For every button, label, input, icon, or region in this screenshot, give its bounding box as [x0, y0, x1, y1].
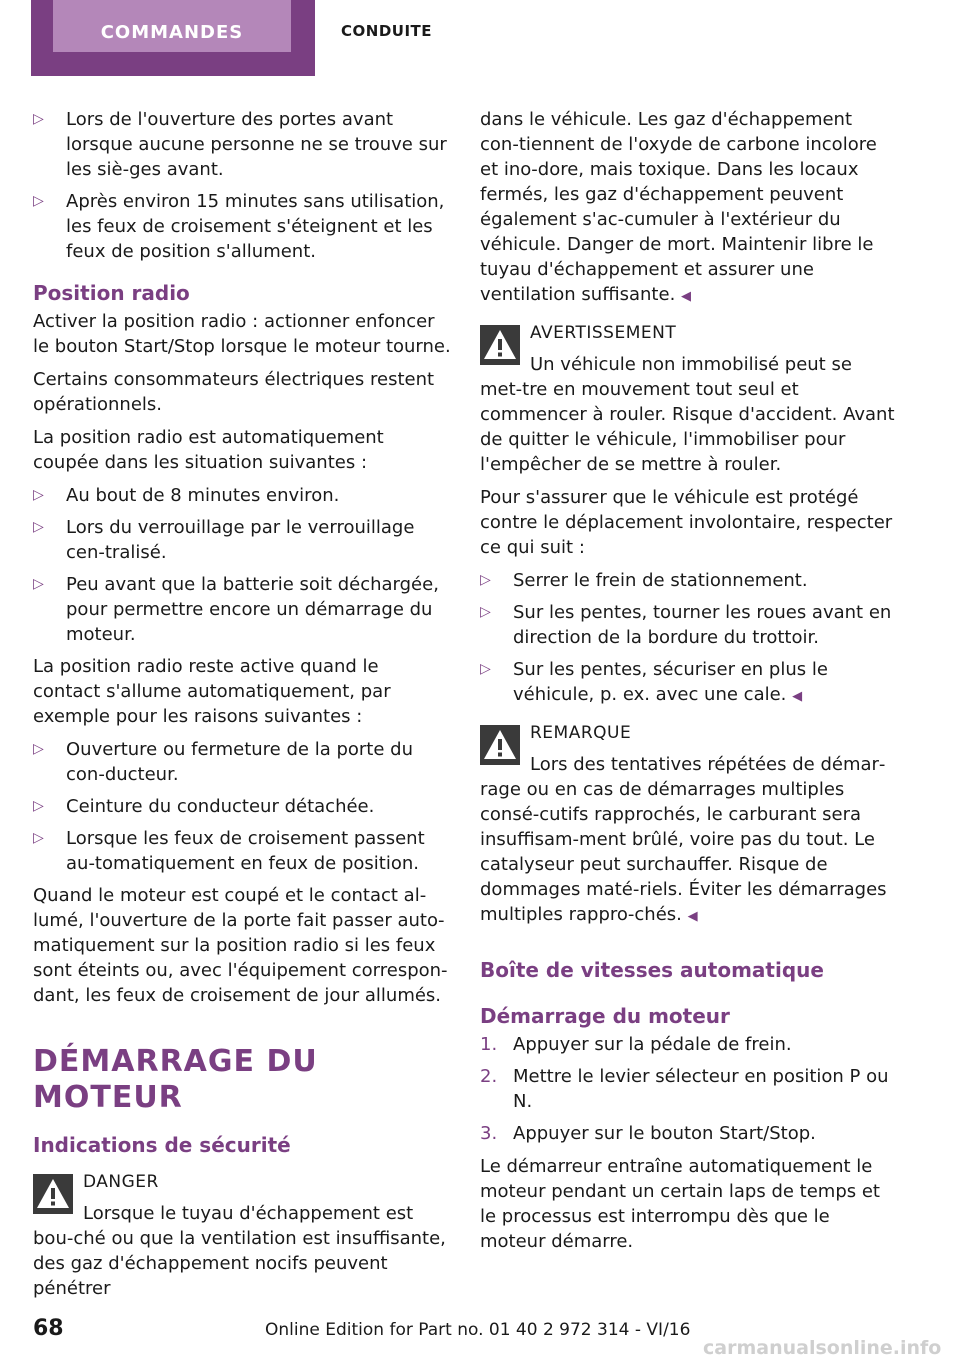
avertissement-title: AVERTISSEMENT — [530, 323, 677, 343]
heading-indications-securite: Indications de sécurité — [33, 1133, 291, 1157]
list-item — [33, 189, 451, 264]
list-item-text: Sur les pentes, sécuriser en plus le véhicule, p. ex. avec une cale. — [513, 659, 828, 705]
list-item — [480, 600, 895, 650]
tab-commandes-label: COMMANDES — [53, 0, 291, 52]
bullet-icon: ▷ — [33, 576, 44, 592]
paragraph: La position radio reste active quand le contact s'allume automatiquement, par exemple pour les raisons suivantes : — [33, 656, 391, 727]
list-item-text: Sur les pentes, tourner les roues avant en direction de la bordure du trottoir. — [513, 602, 892, 648]
list-item-text: Lorsque les feux de croisement passent au‐tomatiquement en feux de position. — [66, 828, 425, 874]
list-item-text: Lors du verrouillage par le verrouillage cen‐tralisé. — [66, 517, 415, 563]
end-mark-icon: ◀ — [792, 689, 803, 704]
list-item-text: Mettre le levier sélecteur en position P ou N. — [513, 1066, 889, 1112]
danger-text: Lorsque le tuyau d'échappement est bou‐ché ou que la ventilation est insuffisante, des gaz d'échappement nocifs peuvent pénétrer — [33, 1203, 446, 1299]
danger-title: DANGER — [83, 1172, 159, 1192]
paragraph: dans le véhicule. Les gaz d'échappement con‐tiennent de l'oxyde de carbone incolore et ino‐dore, mais toxique. Dans les locaux fermés, les gaz d'échappement peuvent également s'ac‐cumuler à l'extérieur du véhicule. Danger de mort. Maintenir libre le tuyau d'échappement et assurer une ventilation suffisante. ◀ — [480, 109, 877, 305]
section-tabs — [31, 0, 471, 76]
list-item-text: Appuyer sur le bouton Start/Stop. — [513, 1123, 816, 1144]
paragraph: Quand le moteur est coupé et le contact al‐lumé, l'ouverture de la porte fait passer auto‐matiquement sur la position radio si les feux sont éteints ou, avec l'équipement correspon‐dant, les feux de croisement de jour allumés. — [33, 885, 448, 1006]
list-item — [33, 572, 451, 647]
remarque-title: REMARQUE — [530, 723, 632, 743]
danger-notice — [33, 1170, 451, 1301]
list-item — [480, 1032, 895, 1057]
avertissement-notice — [480, 321, 895, 477]
list-item — [33, 483, 451, 508]
paragraph: Activer la position radio : actionner enfoncer le bouton Start/Stop lorsque le moteur tourne. — [33, 311, 451, 357]
list-item-text: Serrer le frein de stationnement. — [513, 570, 808, 591]
heading-demarrage-moteur: DÉMARRAGE DU MOTEUR — [33, 1044, 318, 1115]
list-item — [480, 568, 895, 593]
left-column — [33, 107, 451, 1309]
list-item — [33, 794, 451, 819]
avertissement-text: Un véhicule non immobilisé peut se met‐tre en mouvement tout seul et commencer à rouler. Risque d'accident. Avant de quitter le véhicule, l'immobiliser pour l'empêcher de se mettre à rouler. — [480, 354, 895, 475]
bullet-icon: ▷ — [33, 798, 44, 814]
heading-position-radio: Position radio — [33, 281, 190, 305]
tab-conduite: CONDUITE — [341, 22, 433, 40]
tab-commandes — [31, 0, 315, 76]
list-item-text: Peu avant que la batterie soit déchargée, pour permettre encore un démarrage du moteur. — [66, 574, 439, 645]
paragraph: La position radio est automatiquement coupée dans les situation suivantes : — [33, 427, 384, 473]
list-item-text: Lors de l'ouverture des portes avant lorsque aucune personne ne se trouve sur les siè‐ges avant. — [66, 109, 447, 180]
list-item-text: Appuyer sur la pédale de frein. — [513, 1034, 792, 1055]
right-column — [480, 107, 895, 1262]
bullet-icon: ▷ — [33, 830, 44, 846]
bullet-icon: ▷ — [33, 193, 44, 209]
paragraph: Certains consommateurs électriques restent opérationnels. — [33, 369, 435, 415]
bullet-icon: ▷ — [480, 604, 491, 620]
step-number: 1. — [480, 1034, 498, 1055]
list-item-text: Après environ 15 minutes sans utilisation, les feux de croisement s'éteignent et les feux de position s'allument. — [66, 191, 445, 262]
bullet-icon: ▷ — [480, 661, 491, 677]
end-mark-icon: ◀ — [687, 909, 698, 924]
list-item — [33, 737, 451, 787]
page-number: 68 — [33, 1316, 64, 1341]
list-item — [480, 657, 895, 709]
end-mark-icon: ◀ — [681, 289, 692, 304]
bullet-icon: ▷ — [33, 741, 44, 757]
bullet-icon: ▷ — [33, 519, 44, 535]
steps-list — [480, 1032, 895, 1146]
list-item — [480, 1121, 895, 1146]
list-item — [480, 1064, 895, 1114]
paragraph: Pour s'assurer que le véhicule est protégé contre le déplacement involontaire, respecter ce qui suit : — [480, 487, 893, 558]
list-item — [33, 515, 451, 565]
list-item — [33, 107, 451, 182]
bullet-icon: ▷ — [480, 572, 491, 588]
watermark: carmanualsonline.info — [703, 1337, 942, 1359]
list-item-text: Ouverture ou fermeture de la porte du con‐ducteur. — [66, 739, 413, 785]
step-number: 3. — [480, 1123, 498, 1144]
footer-edition: Online Edition for Part no. 01 40 2 972 314 - VI/16 — [265, 1320, 691, 1340]
bullet-list-immobiliser — [480, 568, 895, 709]
paragraph: Le démarreur entraîne automatiquement le moteur pendant un certain laps de temps et le processus est interrompu dès que le moteur démarre. — [480, 1156, 880, 1252]
heading-demarrage-du-moteur: Démarrage du moteur — [480, 1004, 730, 1028]
bullet-list-radio-active — [33, 737, 451, 876]
remarque-text: Lors des tentatives répétées de démar‐rage ou en cas de démarrages multiples consé‐cutifs rapprochés, le carburant sera insuffisam‐ment brûlé, voire pas du tout. Le catalyseur peut surchauffer. Risque de dommages maté‐riels. Éviter les démarrages multiples rappro‐chés. ◀ — [480, 754, 887, 925]
heading-boite-vitesses: Boîte de vitesses automatique — [480, 958, 824, 982]
list-item-text: Au bout de 8 minutes environ. — [66, 485, 340, 506]
bullet-icon: ▷ — [33, 487, 44, 503]
remarque-notice — [480, 721, 895, 929]
list-item-text: Ceinture du conducteur détachée. — [66, 796, 375, 817]
list-item — [33, 826, 451, 876]
bullet-icon: ▷ — [33, 111, 44, 127]
step-number: 2. — [480, 1066, 498, 1087]
bullet-list-radio-off — [33, 483, 451, 647]
bullet-list-lighting — [33, 107, 451, 264]
